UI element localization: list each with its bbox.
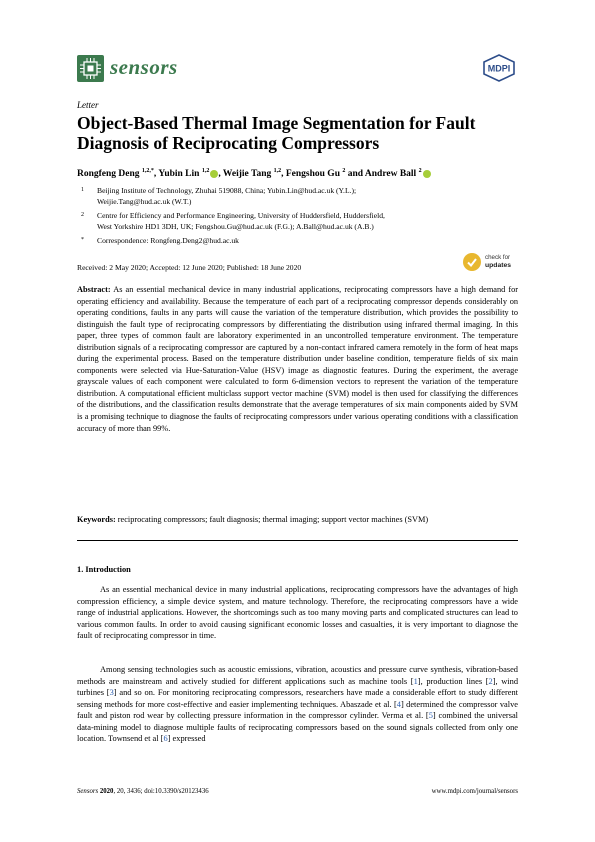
affiliation-number: * xyxy=(81,237,84,243)
citation-link[interactable]: 4 xyxy=(396,699,401,709)
section-heading: 1. Introduction xyxy=(77,565,131,574)
journal-logo-icon xyxy=(77,55,104,82)
check-updates-line2: updates xyxy=(485,262,512,269)
abstract-label: Abstract: xyxy=(77,285,111,294)
intro-paragraph-2: Among sensing technologies such as acoustic emissions, vibration, acoustics and pressure curve synthesis, vibration-based methods are mainstream and actively studied for different applications such as machine tools [1], production lines [2], wind turbines [3] and so on. For monitoring reciprocating compressors, researchers have made a considerable effort to study different sensing methods for more cost-effective and easier implementing techniques. Abaszade et al. [4] determined the compressor valve fault and piston rod wear by collecting pressure information in the compressor cylinder. Verma et al. [5] combined the universal data-mining model to diagnose multiple faults of reciprocating compressors based on the sound signals collected from only one location. Townsend et al [6] expressed xyxy=(77,665,519,744)
author-affil: 1,2 xyxy=(273,168,282,174)
citation-link[interactable]: 1 xyxy=(413,676,418,686)
mdpi-logo-icon xyxy=(481,54,517,82)
author-affil: 2 xyxy=(418,168,422,174)
author-list: Rongfeng Deng $^{1,2,*}$, Yubin Lin $^{1,2}$ , Weijie Tang $^{1,2}$, Fengshou Gu $^2$ and Andrew Ball $^2$ xyxy=(77,168,527,179)
affiliation-2 xyxy=(77,210,517,232)
check-for-updates-badge[interactable] xyxy=(463,252,525,274)
affiliation-number: 2 xyxy=(81,212,84,218)
affiliation-1 xyxy=(77,185,517,207)
author-affil: 1,2 xyxy=(201,168,210,174)
affiliation-line: Weijie.Tang@hud.ac.uk (W.T.) xyxy=(97,197,192,206)
author-affil: 2 xyxy=(342,168,346,174)
keywords-label: Keywords: xyxy=(77,515,116,524)
abstract xyxy=(77,284,518,434)
check-updates-icon xyxy=(463,253,481,271)
footer-url[interactable]: www.mdpi.com/journal/sensors xyxy=(431,788,518,795)
correspondence xyxy=(77,235,517,246)
footer-journal: Sensors xyxy=(77,788,99,795)
author-name: Rongfeng Deng xyxy=(77,169,140,180)
orcid-icon[interactable] xyxy=(423,170,431,178)
citation-link[interactable]: 6 xyxy=(163,734,168,744)
footer-doi: , 20, 3436; doi:10.3390/s20123436 xyxy=(113,788,209,795)
section-divider xyxy=(77,540,518,541)
mdpi-logo-text: MDPI xyxy=(487,63,511,74)
abstract-text: As an essential mechanical device in many industrial applications, reciprocating compressors have a high demand for operating efficiency and availability. Because the temperature of each part of a reciprocating compressor depends considerably on operating conditions, faults in any parts will cause the variation of the temperature distribution, which provides the possibility to distinguish the fault type of reciprocating compressors by differentiating the distribution using infrared thermal imaging. In this paper, three types of common fault are laboratory experimented in an uncontrolled temperature environment. The temperature distribution signals of a reciprocating compressor are captured by a non-contact infrared camera remotely in the form of heat maps during the experimental process. Based on the temperature distribution under baseline condition, temperature fields of six main components were selected via Hue-Saturation-Value (HSV) image as diagnostic features. During the experiment, the average grayscale values of each component were calculated to form 6-dimension vectors to represent the variation of the temperature distribution. A computational efficient multiclass support vector machine (SVM) model is then used for classifying the differences of the distributions, and the classification results demonstrate that the average temperatures of six main components aided by SVM is a promising technique to diagnose the faults of reciprocating compressors under various operating conditions with a classification accuracy of more than 99%. xyxy=(77,285,519,433)
journal-name: sensors xyxy=(110,55,178,79)
citation-link[interactable]: 3 xyxy=(109,688,114,698)
author-name: Weijie Tang xyxy=(222,169,272,180)
author-name: Andrew Ball xyxy=(364,169,417,180)
affiliation-number: 1 xyxy=(81,187,84,193)
affiliation-line: West Yorkshire HD1 3DH, UK; Fengshou.Gu@hud.ac.uk (F.G.); A.Ball@hud.ac.uk (A.B.) xyxy=(97,222,374,231)
citation-link[interactable]: 2 xyxy=(488,676,493,686)
citation-link[interactable]: 5 xyxy=(428,711,433,721)
affiliation-line: Correspondence: Rongfeng.Deng2@hud.ac.uk xyxy=(97,236,239,245)
orcid-icon[interactable] xyxy=(210,170,218,178)
footer-citation xyxy=(77,788,209,795)
footer-year: 2020 xyxy=(99,788,114,795)
paper-title: Object-Based Thermal Image Segmentation for Fault Diagnosis of Reciprocating Compressors xyxy=(77,113,476,153)
author-name: Fengshou Gu xyxy=(285,169,340,180)
keywords-text: reciprocating compressors; fault diagnosis; thermal imaging; support vector machines (SVM) xyxy=(117,515,429,524)
author-name: Yubin Lin xyxy=(158,169,200,180)
intro-paragraph-1: As an essential mechanical device in many industrial applications, reciprocating compressors have the advantages of high compression efficiency, a simple device system, and mature technology. Therefore, the reciprocating compressors have a wide range of industrial applications. However, the shortcomings such as too many moving parts and complicated structures can lead to various common faults. In order to avoid causing significant economic losses and casualties, it is very important to diagnose the fault of reciprocating compressor in time. xyxy=(77,585,518,641)
article-type: Letter xyxy=(77,100,99,110)
check-updates-line1: check for xyxy=(485,254,511,261)
keywords xyxy=(77,515,518,524)
affiliation-line: Centre for Efficiency and Performance Engineering, University of Huddersfield, Huddersfield, xyxy=(97,211,385,220)
affiliation-line: Beijing Institute of Technology, Zhuhai 519088, China; Yubin.Lin@hud.ac.uk (Y.L.); xyxy=(97,186,357,195)
received-dates: Received: 2 May 2020; Accepted: 12 June 2020; Published: 18 June 2020 xyxy=(77,263,302,272)
author-affil: 1,2,* xyxy=(141,168,154,174)
